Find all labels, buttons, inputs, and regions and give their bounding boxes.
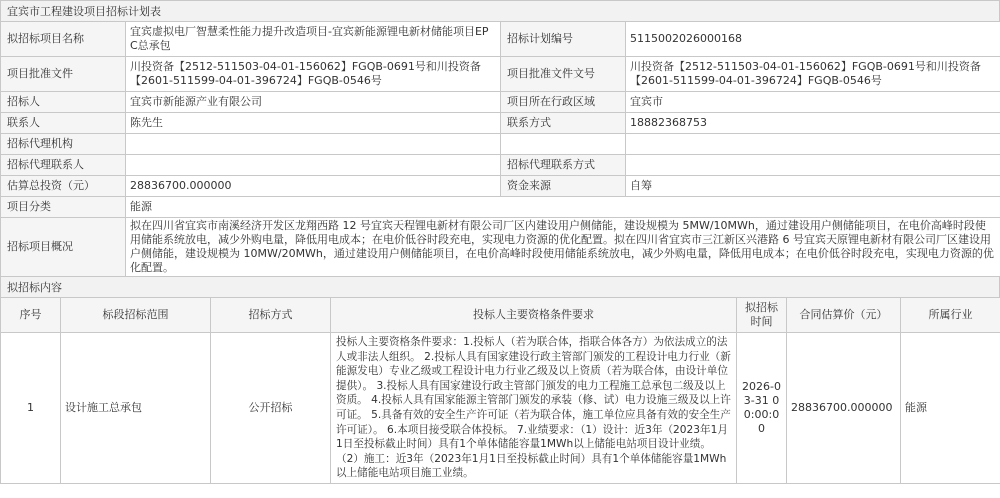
label-plan-number: 招标计划编号 — [501, 22, 626, 57]
header-industry: 所属行业 — [901, 298, 1000, 333]
plan-row-overview — [1, 218, 1000, 277]
label-agency: 招标代理机构 — [1, 134, 126, 155]
value-tenderer: 宜宾市新能源产业有限公司 — [126, 92, 501, 113]
content-table — [0, 297, 1000, 484]
value-funding: 自筹 — [626, 176, 1000, 197]
plan-row-approval — [1, 57, 1000, 92]
value-category: 能源 — [126, 197, 1000, 218]
page-title: 宜宾市工程建设项目招标计划表 — [0, 0, 1000, 22]
plan-table — [0, 21, 1000, 277]
cell-industry: 能源 — [901, 333, 1000, 484]
cell-requirements: 投标人主要资格条件要求：1.投标人（若为联合体，指联合体各方）为依法成立的法人或非法人组织。 2.投标人具有国家建设行政主管部门颁发的工程设计电力行业（新能源发电）专业乙级或工程设计电力行业乙级及以上资质（若为联合体，由设计单位提供）。 3.投标人具有国家建设行政主管部门颁发的电力工程施工总承包二级及以上资质。 4.投标人具有国家能源主管部门颁发的承装（修、试）电力设施三级及以上许可证。 5.具备有效的安全生产许可证（若为联合体，施工单位应具备有效的安全生产许可证）。 6.本项目接受联合体投标。 7.业绩要求：（1）设计：近3年（2023年1月1日至投标截止时间）具有1个单体储能容量1MWh以上储能电站项目设计业绩。 （2）施工：近3年（2023年1月1日至投标截止时间）具有1个单体储能容量1MWh以上储能电站项目施工业绩。 — [331, 333, 737, 484]
value-project-name: 宜宾虚拟电厂智慧柔性能力提升改造项目-宜宾新能源锂电新材储能项目EPC总承包 — [126, 22, 501, 57]
label-agency-phone: 招标代理联系方式 — [501, 155, 626, 176]
plan-row-agency-contact — [1, 155, 1000, 176]
header-method: 招标方式 — [211, 298, 331, 333]
label-approval-doc: 项目批准文件 — [1, 57, 126, 92]
value-agency-phone — [626, 155, 1000, 176]
value-agency-blank-a — [501, 134, 626, 155]
cell-method: 公开招标 — [211, 333, 331, 484]
label-tenderer: 招标人 — [1, 92, 126, 113]
header-scope: 标段招标范围 — [61, 298, 211, 333]
label-agency-contact: 招标代理联系人 — [1, 155, 126, 176]
cell-time: 2026-03-31 00:00:00 — [737, 333, 787, 484]
value-region: 宜宾市 — [626, 92, 1000, 113]
label-approval-number: 项目批准文件文号 — [501, 57, 626, 92]
value-overview: 拟在四川省宜宾市南溪经济开发区龙翔西路 12 号宜宾天程锂电新材有限公司厂区内建设用户侧储能，建设规模为 5MW/10MWh，通过建设用户侧储能项目，在电价高峰时段使用储能系统放电，减少外购电量，降低用电成本；在电价低谷时段充电，实现电力资源的优化配置。拟在四川省宜宾市三江新区兴港路 6 号宜宾天原锂电新材有限公司厂区建设用户侧储能，建设规模为 10MW/20MWh，通过建设用户侧储能项目，在电价高峰时段使用储能系统放电，减少外购电量，降低用电成本；在电价低谷时段充电，实现电力资源的优化配置。 — [126, 218, 1000, 277]
value-agency-contact — [126, 155, 501, 176]
header-requirements: 投标人主要资格条件要求 — [331, 298, 737, 333]
label-overview: 招标项目概况 — [1, 218, 126, 277]
value-approval-number: 川投资备【2512-511503-04-01-156062】FGQB-0691号和川投资备【2601-511599-04-01-396724】FGQB-0546号 — [626, 57, 1000, 92]
value-plan-number: 5115002026000168 — [626, 22, 1000, 57]
plan-row-investment — [1, 176, 1000, 197]
header-time: 拟招标时间 — [737, 298, 787, 333]
plan-row-tenderer — [1, 92, 1000, 113]
cell-no: 1 — [1, 333, 61, 484]
label-region: 项目所在行政区域 — [501, 92, 626, 113]
value-agency-blank-b — [626, 134, 1000, 155]
plan-row-contact — [1, 113, 1000, 134]
label-phone: 联系方式 — [501, 113, 626, 134]
header-price: 合同估算价（元） — [787, 298, 901, 333]
label-category: 项目分类 — [1, 197, 126, 218]
content-section-title: 拟招标内容 — [0, 276, 1000, 298]
value-agency — [126, 134, 501, 155]
label-project-name: 拟招标项目名称 — [1, 22, 126, 57]
label-funding: 资金来源 — [501, 176, 626, 197]
cell-scope: 设计施工总承包 — [61, 333, 211, 484]
label-investment: 估算总投资（元） — [1, 176, 126, 197]
plan-row-category — [1, 197, 1000, 218]
cell-price: 28836700.000000 — [787, 333, 901, 484]
value-contact: 陈先生 — [126, 113, 501, 134]
plan-row-project-name — [1, 22, 1000, 57]
label-contact: 联系人 — [1, 113, 126, 134]
value-phone: 18882368753 — [626, 113, 1000, 134]
value-approval-doc: 川投资备【2512-511503-04-01-156062】FGQB-0691号和川投资备【2601-511599-04-01-396724】FGQB-0546号 — [126, 57, 501, 92]
header-no: 序号 — [1, 298, 61, 333]
value-investment: 28836700.000000 — [126, 176, 501, 197]
content-header-row — [1, 298, 1000, 333]
table-row — [1, 333, 1000, 484]
plan-row-agency — [1, 134, 1000, 155]
